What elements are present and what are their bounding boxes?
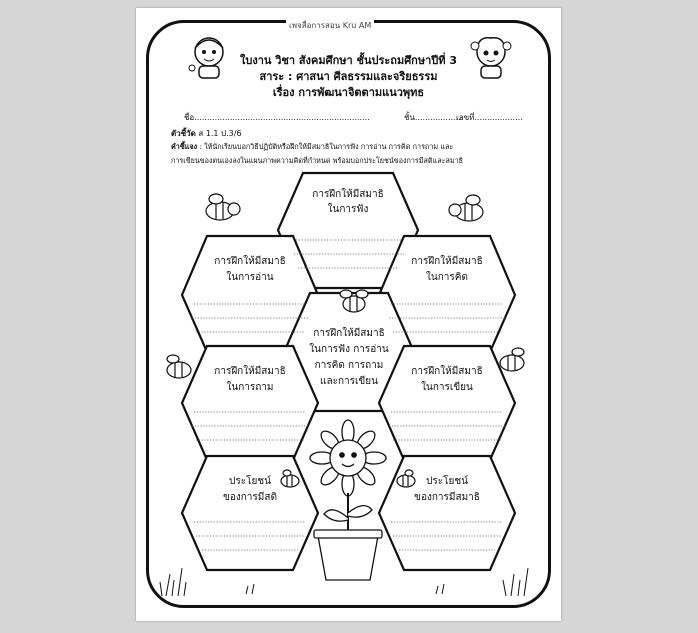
hex-write-line-1: การฝึกให้มีสมาธิ — [411, 366, 483, 377]
name-field[interactable]: ชื่อ..................................................................... — [184, 113, 370, 122]
hex-think-line-1: การฝึกให้มีสมาธิ — [411, 256, 483, 267]
hex-center-line-3: การคิด การถาม — [314, 360, 384, 371]
sunflower-pot-icon — [310, 420, 386, 580]
hex-write — [379, 346, 515, 460]
hex-ask — [182, 346, 318, 460]
title-line-2: สาระ : ศาสนา ศีลธรรมและจริยธรรม — [259, 70, 438, 83]
indicator-value: ส 1.1 ป.3/6 — [198, 129, 242, 138]
hex-write-line-2: ในการเขียน — [421, 382, 473, 393]
instruction-text-1: : ให้นักเรียนบอกวิธีปฏิบัติหรือฝึกให้มีสมาธิในการฟัง การอ่าน การคิด การถาม และ — [199, 142, 454, 151]
title-line-1: ใบงาน วิชา สังคมศึกษา ชั้นประถมศึกษาปีที่ 3 — [240, 54, 457, 67]
class-field[interactable]: ชั้น................... — [404, 113, 464, 122]
hex-think-line-2: ในการคิด — [426, 272, 468, 283]
hex-read-line-2: ในการอ่าน — [226, 272, 274, 283]
hex-ask-line-1: การฝึกให้มีสมาธิ — [214, 366, 286, 377]
indicator-label: ตัวชี้วัด — [171, 129, 196, 138]
hex-ask-line-2: ในการถาม — [226, 382, 274, 393]
title-line-3: เรื่อง การพัฒนาจิตตามแนวพุทธ — [272, 86, 425, 99]
hex-benefit-sati-line-2: ของการมีสติ — [223, 492, 277, 503]
hex-benefit-samadhi-line-2: ของการมีสมาธิ — [414, 492, 480, 503]
instruction-label: คำชี้แจง — [171, 142, 198, 151]
hex-center-line-2: ในการฟัง การอ่าน — [309, 344, 389, 355]
hex-benefit-sati-line-1: ประโยชน์ — [229, 476, 271, 487]
worksheet-page — [136, 8, 561, 621]
hex-benefit-sati — [182, 456, 318, 570]
hex-read-line-1: การฝึกให้มีสมาธิ — [214, 256, 286, 267]
honeycomb-diagram — [136, 8, 561, 621]
hex-benefit-samadhi-line-1: ประโยชน์ — [426, 476, 468, 487]
hex-center-line-4: และการเขียน — [320, 376, 378, 387]
hex-benefit-samadhi — [379, 456, 515, 570]
hex-center-line-1: การฝึกให้มีสมาธิ — [313, 328, 385, 339]
hex-listen-line-2: ในการฟัง — [327, 204, 369, 215]
number-field[interactable]: เลขที่................... — [456, 113, 523, 122]
instruction-line-2: การเขียนของตนเองลงในแผนภาพความคิดที่กำหนด พร้อมบอกประโยชน์ของการมีสติและสมาธิ — [171, 156, 464, 165]
header-tag: เพจสื่อการสอน Kru AM — [286, 19, 374, 32]
hex-listen-line-1: การฝึกให้มีสมาธิ — [312, 189, 384, 200]
